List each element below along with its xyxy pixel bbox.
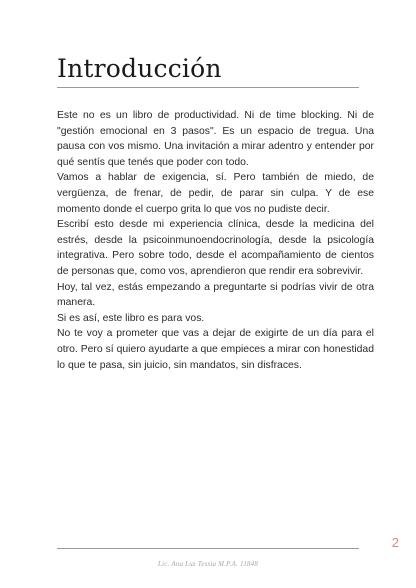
- footer-divider: [57, 548, 359, 549]
- paragraph: Si es así, este libro es para vos.: [57, 312, 205, 324]
- author-signature: Lic. Ana Luz Tessia M.P.A. 11848: [157, 560, 259, 568]
- paragraph: Vamos a hablar de exigencia, sí. Pero también de miedo, de vergüenza, de frenar, de pedir, de parar sin culpa. Y de ese momento donde el cuerpo grita lo que vos no pudiste decir.: [57, 172, 374, 215]
- paragraph: Hoy, tal vez, estás empezando a preguntarte si podrías vivir de otra manera.: [57, 281, 374, 309]
- paragraph: Escribí esto desde mi experiencia clínica, desde la medicina del estrés, desde la psicoinmunoendocrinología, desde la psicología integrativa. Pero sobre todo, desde el acompañamiento de cientos de personas que, como vos, aprendieron que rendir era sobrevivir.: [57, 219, 374, 277]
- paragraph: No te voy a prometer que vas a dejar de exigirte de un día para el otro. Pero sí quiero ayudarte a que empieces a mirar con honestidad lo que te pasa, sin juicio, sin mandatos, sin disfraces.: [57, 328, 374, 371]
- page-number: 2: [391, 535, 399, 550]
- page-title: Introducción: [57, 54, 222, 83]
- paragraph: Este no es un libro de productividad. Ni de time blocking. Ni de "gestión emocional en 3 pasos". Es un espacio de tregua. Una pausa con vos mismo. Una invitación a mirar adentro y entender por qué sentís que tenés que poder con todo.: [57, 110, 374, 168]
- body-text: [57, 108, 374, 373]
- title-divider: [57, 87, 359, 88]
